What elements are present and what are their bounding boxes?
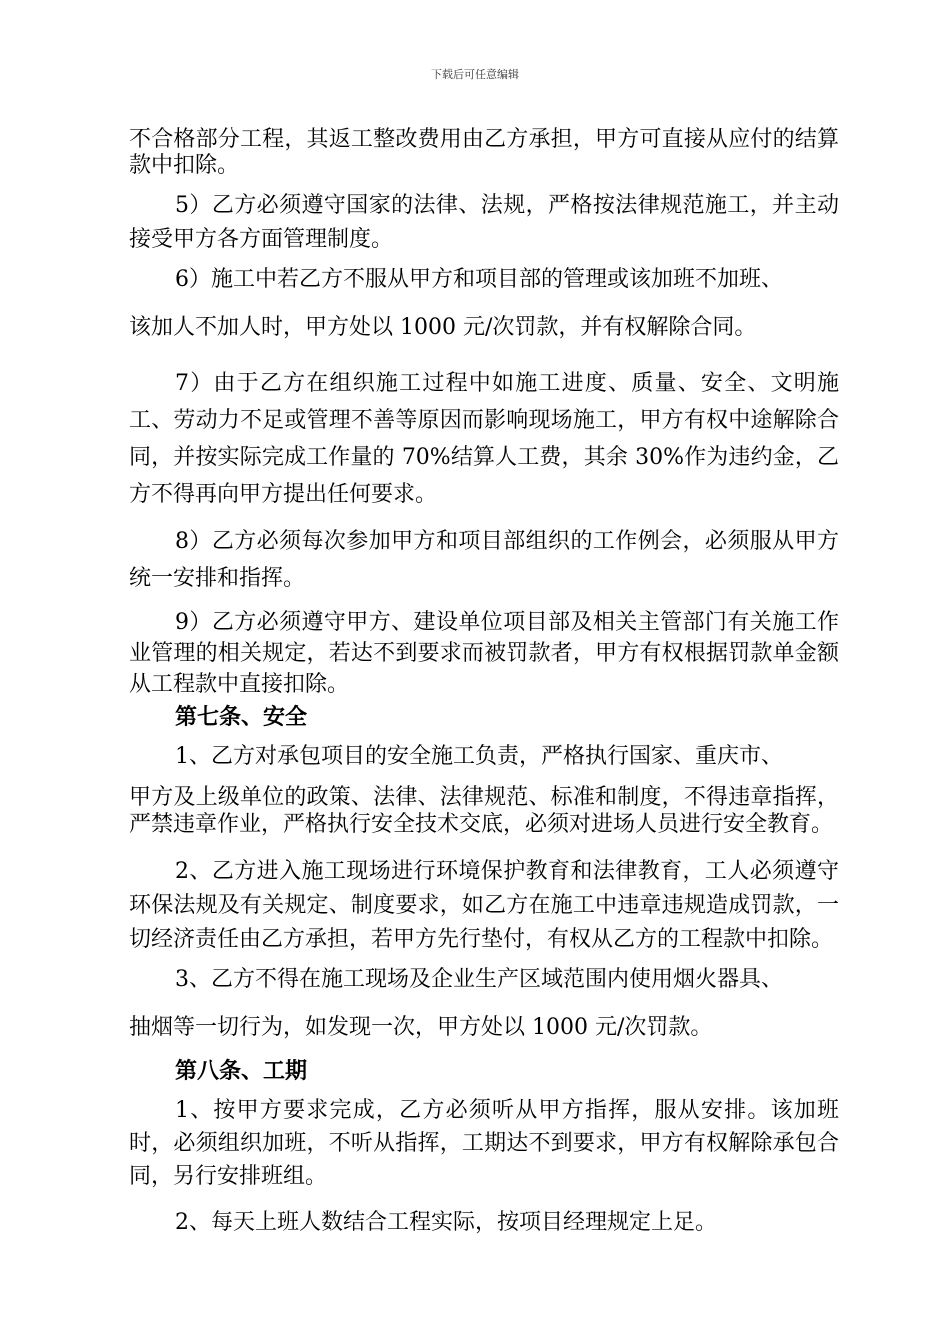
- section-heading-7: 第七条、安全: [175, 704, 308, 730]
- section-heading-8: 第八条、工期: [175, 1058, 308, 1084]
- clause-6-line-2: 该加人不加人时，甲方处以 1000 元/次罚款，并有权解除合同。: [129, 315, 757, 340]
- safety-clause-3: [129, 967, 839, 1041]
- safety-clause-1-rest: 甲方及上级单位的政策、法律、法律规范、标准和制度，不得违章指挥，严禁违章作业，严格执行安全技术交底，必须对进场人员进行安全教育。: [129, 785, 839, 837]
- schedule-clause-2: 2、每天上班人数结合工程实际，按项目经理规定上足。: [175, 1210, 717, 1235]
- safety-clause-1: [129, 744, 839, 838]
- clause-8: 8）乙方必须每次参加甲方和项目部组织的工作例会，必须服从甲方统一安排和指挥。: [129, 529, 839, 591]
- safety-clause-2: 2、乙方进入施工现场进行环境保护教育和法律教育，工人必须遵守环保法规及有关规定、制度要求，如乙方在施工中违章违规造成罚款，一切经济责任由乙方承担，若甲方先行垫付，有权从乙方的工程款中扣除。: [129, 859, 839, 952]
- safety-clause-3-line-2: 抽烟等一切行为，如发现一次，甲方处以 1000 元/次罚款。: [129, 1015, 713, 1040]
- page-header: 下载后可任意编辑: [431, 68, 519, 81]
- clause-6-line-1: 6）施工中若乙方不服从甲方和项目部的管理或该加班不加班、: [175, 267, 783, 292]
- clause-5: 5）乙方必须遵守国家的法律、法规，严格按法律规范施工，并主动接受甲方各方面管理制度。: [129, 193, 839, 252]
- clause-9: 9）乙方必须遵守甲方、建设单位项目部及相关主管部门有关施工作业管理的相关规定，若达不到要求而被罚款者，甲方有权根据罚款单金额从工程款中直接扣除。: [129, 610, 839, 697]
- paragraph-continuation: 不合格部分工程，其返工整改费用由乙方承担，甲方可直接从应付的结算款中扣除。: [129, 127, 839, 178]
- safety-clause-3-line-1: 3、乙方不得在施工现场及企业生产区域范围内使用烟火器具、: [175, 967, 783, 992]
- clause-7: 7）由于乙方在组织施工过程中如施工进度、质量、安全、文明施工、劳动力不足或管理不善等原因而影响现场施工，甲方有权中途解除合同，并按实际完成工作量的 70%结算人工费，其余 30%作为违约金，乙方不得再向甲方提出任何要求。: [129, 371, 839, 507]
- clause-6: [129, 267, 839, 341]
- safety-clause-1-line-1: 1、乙方对承包项目的安全施工负责，严格执行国家、重庆市、: [175, 744, 783, 769]
- schedule-clause-1: 1、按甲方要求完成，乙方必须听从甲方指挥，服从安排。该加班时，必须组织加班，不听从指挥，工期达不到要求，甲方有权解除承包合同，另行安排班组。: [129, 1098, 839, 1189]
- document-body: [129, 127, 839, 1236]
